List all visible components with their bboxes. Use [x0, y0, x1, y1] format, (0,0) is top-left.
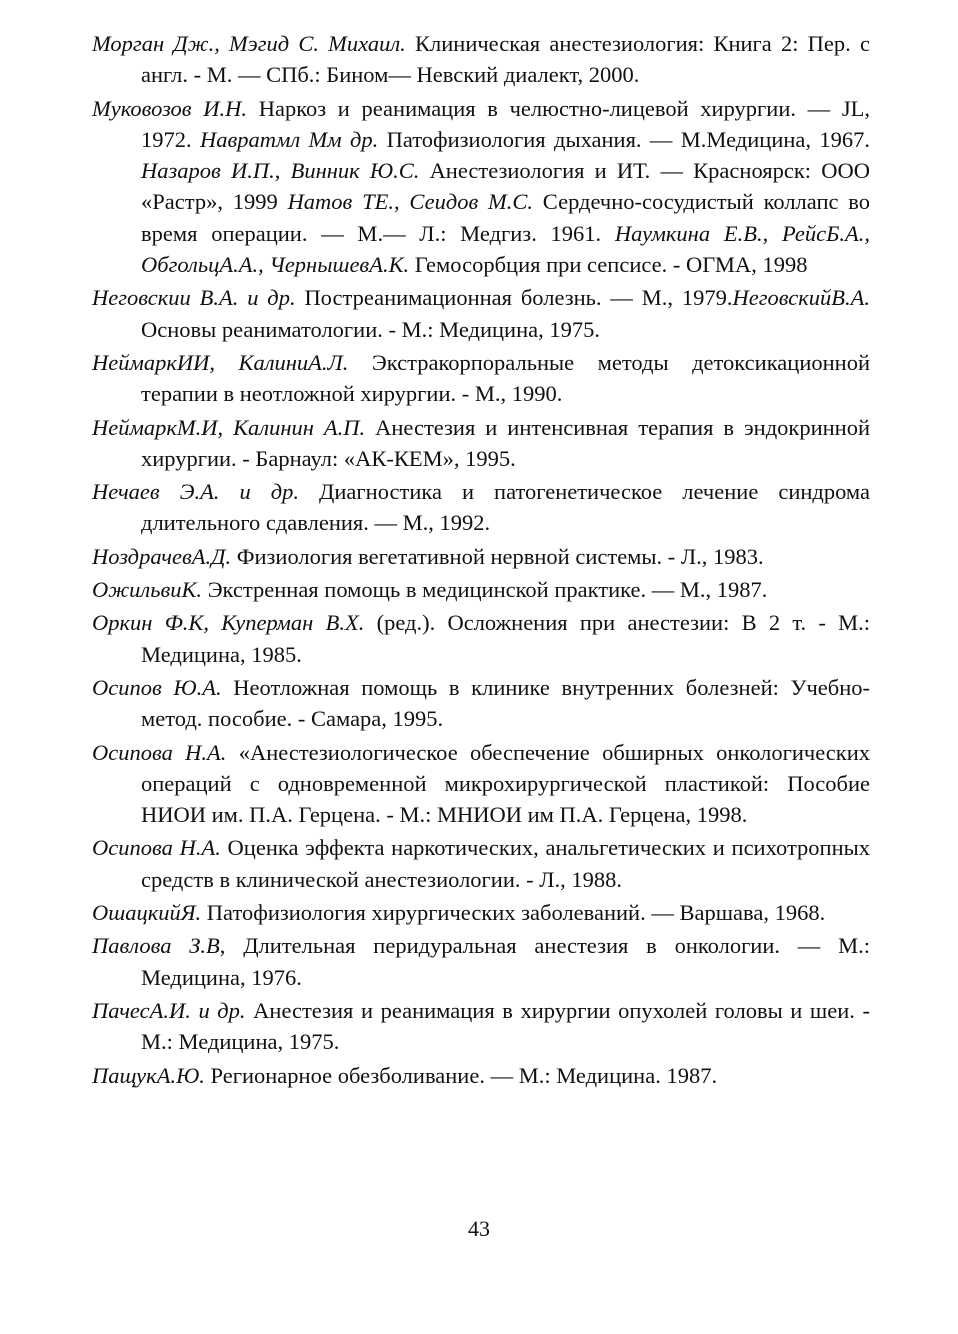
reference-text: Неотложная помощь в клинике внутренних болезней: Учебно-метод. пособие. - Самара, 1995.	[141, 674, 870, 732]
reference-author: ОжильвиК.	[92, 577, 203, 603]
reference-entry	[92, 832, 870, 895]
reference-entry	[92, 541, 870, 572]
reference-author: Осипова Н.А.	[92, 835, 221, 861]
reference-entry	[92, 282, 870, 345]
reference-text: Диагностика и патогенетическое лечение синдрома длительного сдавления. — М., 1992.	[141, 479, 870, 536]
reference-list	[92, 28, 870, 1093]
reference-text: Экстренная помощь в медицинской практике. — М., 1987.	[202, 577, 768, 603]
reference-entry	[92, 897, 870, 928]
reference-author: Нечаев Э.А. и др.	[92, 479, 300, 505]
reference-entry	[92, 412, 870, 475]
reference-text: (ред.). Осложнения при анестезии: В 2 т. - М.: Медицина, 1985.	[141, 610, 871, 667]
reference-text: Оценка эффекта наркотических, анальгетических и психотропных средств в клинической анестезиологии. - Л., 1988.	[141, 835, 870, 892]
reference-author: Осипов Ю.А.	[92, 674, 222, 700]
reference-text: Физиология вегетативной нервной системы. - Л., 1983.	[231, 543, 764, 569]
reference-entry	[92, 737, 870, 831]
reference-author: Оркин Ф.К, Куперман В.Х.	[92, 610, 365, 636]
reference-author: ОшацкийЯ.	[92, 900, 202, 926]
reference-text: «Анестезиологическое обеспечение обширных онкологических операций с одновременной микрохирургической пластикой: Пособие НИОИ им. П.А. Герцена. - М.: МНИОИ им П.А. Герцена, 1998.	[141, 739, 871, 828]
reference-author: НеговскийВ.А.	[732, 285, 870, 311]
reference-entry	[92, 995, 870, 1058]
reference-author: Павлова З.В	[92, 933, 220, 959]
reference-entry	[92, 347, 870, 410]
reference-author: Сеидов М.С.	[409, 189, 534, 215]
reference-entry	[92, 930, 870, 993]
reference-entry	[92, 672, 870, 735]
reference-author: Навратмл Мм др.	[199, 126, 379, 152]
reference-author: Муковозов И.Н.	[92, 95, 248, 121]
page-number: 43	[468, 1216, 490, 1241]
reference-author: Морган Дж., Мэгид С. Михаил.	[92, 31, 406, 56]
reference-author: ПачесА.И. и др.	[92, 997, 246, 1023]
reference-entry	[92, 607, 870, 670]
reference-text: Гемосорбция при сепсисе. - ОГМА, 1998	[409, 252, 808, 278]
reference-text: Основы реаниматологии. - М.: Медицина, 1975.	[141, 316, 600, 342]
reference-entry	[92, 476, 870, 539]
reference-author: Назаров И.П.	[141, 158, 275, 184]
reference-text: Анестезия и интенсивная терапия в эндокринной хирургии. - Барнаул: «АК-КЕМ», 1995.	[141, 414, 871, 471]
reference-text: Наркоз и реанимация в челюстно-лицевой хирургии. — JL, 1972.	[141, 95, 870, 152]
reference-author: Осипова Н.А.	[92, 739, 227, 765]
reference-author: Наумкина Е.В., РейсБ.А., ОбгольцА.А., ЧернышевА.К.	[141, 220, 870, 278]
reference-text: ,	[274, 158, 291, 184]
reference-text: Анестезия и реанимация в хирургии опухолей головы и шеи. - М.: Медицина, 1975.	[141, 997, 870, 1055]
reference-text: Экстракорпоральные методы детоксикациoнной терапии в неотложной хирургии. - М., 1990.	[141, 349, 870, 407]
reference-author: Винник Ю.С.	[290, 158, 420, 184]
reference-text: Сердечно-сосудистый коллапс во время операции. — М.— Л.: Медгиз. 1961.	[141, 189, 870, 246]
reference-author: НеймаркИИ, КалиниА.Л.	[92, 349, 349, 375]
reference-text: Постреанимационная болезнь. — М., 1979.	[295, 285, 733, 311]
reference-text: Патофизиология дыхания. — М.Медицина, 1967.	[378, 126, 871, 152]
reference-entry	[92, 28, 870, 91]
reference-text: Анестезиология и ИТ. — Красноярск: ООО «Растр», 1999	[141, 158, 870, 215]
reference-author: ПащукА.Ю.	[92, 1062, 205, 1088]
reference-entry	[92, 574, 870, 605]
reference-text: Регионарное обезболивание. — М.: Медицина. 1987.	[204, 1062, 718, 1088]
reference-entry	[92, 1060, 870, 1091]
reference-text: Клиническая анестезиология: Книга 2: Пер. с англ. - М. — СПб.: Бином— Невский диалект, 2000.	[141, 31, 870, 88]
reference-author: НеймаркМ.И, Калинин А.П.	[92, 414, 366, 440]
reference-text: Патофизиология хирургических заболеваний. — Варшава, 1968.	[201, 900, 826, 926]
reference-author: НоздрачевА.Д.	[92, 543, 232, 569]
reference-author: Неговскии В.А. и др.	[92, 285, 296, 311]
reference-author: Натов ТЕ.	[287, 189, 394, 215]
reference-text: ,	[394, 189, 410, 215]
reference-entry	[92, 93, 870, 281]
reference-text: , Длительная перидуральная анестезия в онкологии. — М.: Медицина, 1976.	[141, 933, 870, 990]
